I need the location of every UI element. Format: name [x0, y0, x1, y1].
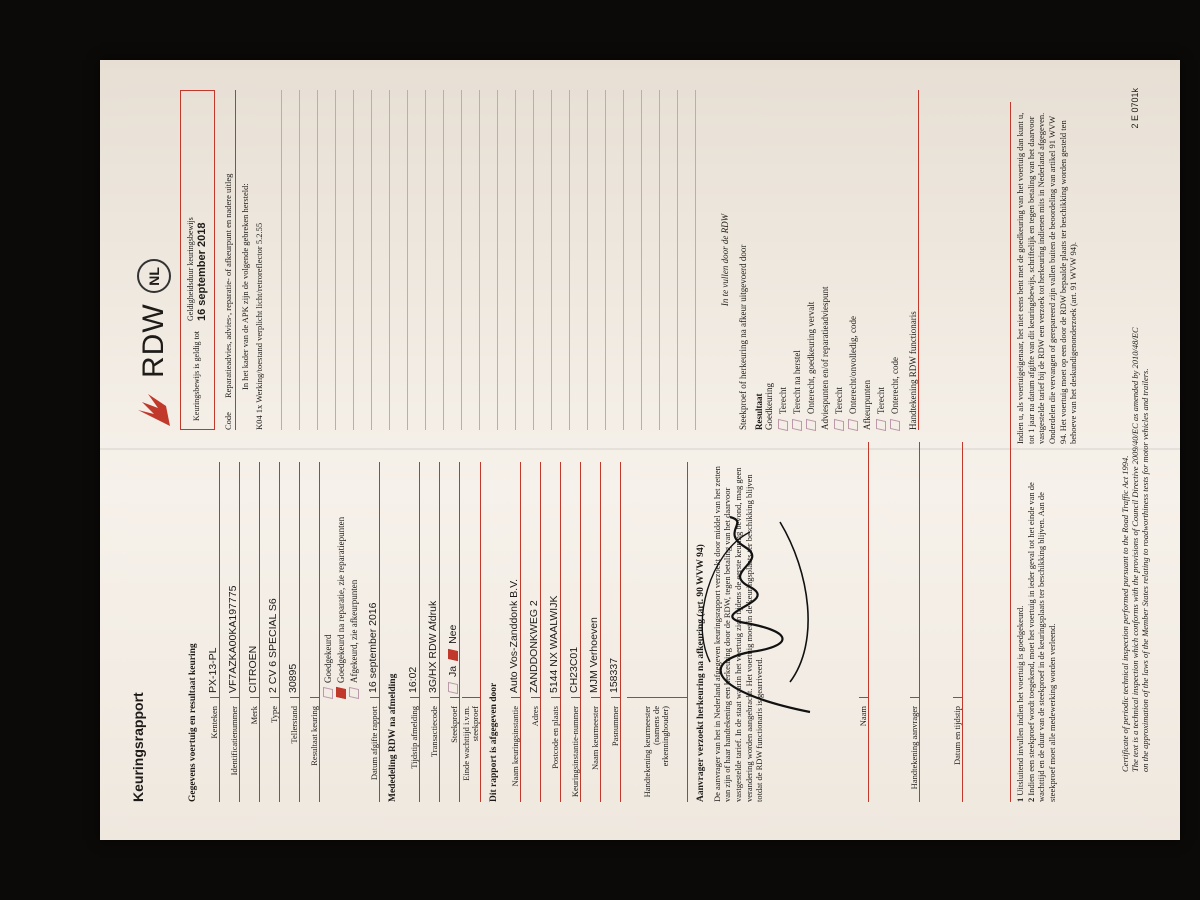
result-row	[302, 462, 320, 802]
checkbox-icon	[848, 419, 858, 431]
codes-intro: In het kader van de APK zijn de volgende gebreken hersteld:	[239, 183, 250, 390]
checkbox-icon	[336, 687, 346, 699]
rdw-sign-label: Handtekening RDW functionaris	[908, 90, 919, 430]
advies-option-label: Onterecht/onvolledig, code	[848, 316, 858, 414]
result-option-label: Goedgekeurd na reparatie, zie reparatiepunten	[336, 516, 346, 683]
vehicle-field-value: 2 CV 6 SPECIAL S6	[267, 598, 279, 693]
document-title: Keuringsrapport	[130, 692, 146, 802]
applicant-fields	[820, 442, 965, 802]
issuer-field-value: 5144 NX WAALWIJK	[547, 595, 560, 693]
checkbox-icon	[349, 687, 359, 699]
issuer-field-row	[523, 462, 541, 802]
notification-field-label: Transactiecode	[430, 697, 439, 802]
steekproef-label: Steekproef	[450, 697, 459, 802]
issuer-field-value: Auto Vos-Zanddonk B.V.	[507, 578, 520, 693]
ja-label: Ja	[447, 665, 459, 677]
result-option-label: Afgekeurd, zie afkeurpunten	[349, 579, 359, 683]
vehicle-field-label: Tellerstand	[290, 697, 299, 802]
codes-header	[223, 90, 236, 430]
rdw-section	[720, 90, 919, 430]
vehicle-field-row	[242, 462, 260, 802]
right-note: Indien u, als voertuigeigenaar, het niet eens bent met de goedkeuring van het voertuig dan kunt u, tot 1 jaar na datum afgifte van dit keuringsbewijs, schriftelijk en tegen betaling van het daarvoor vastgestelde tarief bij de RDW een verzoek tot herkeuring indienen mits in Nederland afgegeven. Onderdelen die vervangen of gerepareerd zijn vallen buiten de beoordeling van artikel 91 WVW 94. Het voertuig moet op een door de RDW bepaalde plaats ter beschikking worden gesteld ten behoeve van het deskundigenonderzoek (art. 91 WVW 94).	[1015, 112, 1079, 444]
advies-option-label: Terecht	[834, 387, 844, 414]
date-row	[362, 462, 380, 802]
vehicle-field-row	[202, 462, 220, 802]
issuer-field-value: 158337	[607, 657, 620, 693]
issuer-field-label: Naam keurmeester	[591, 697, 600, 802]
vehicle-field-label: Kenteken	[210, 697, 219, 802]
checkbox-icon	[792, 419, 802, 431]
notification-field-value: 3G/HX RDW Afdruk	[427, 600, 439, 693]
legal-footer	[1120, 92, 1151, 772]
note-2: Indien een steekproef wordt toegekend, moet het voertuig in ieder geval tot het einde van de wachttijd en de duur van de steekproef in de keuringsplaats ter beschikking blijven. Aan de steekproef moet alle medewerking worden verleend.	[1025, 482, 1057, 802]
note-1: Uitsluitend invullen indien het voertuig is goedgekeurd.	[1015, 605, 1025, 796]
nee-checkbox	[448, 649, 458, 661]
issuer-field-value: ZANDDONKWEG 2	[527, 600, 540, 693]
issuer-field-label: Pasnummer	[611, 697, 620, 802]
issuer-field-label: Naam keuringsinstantie	[511, 697, 520, 802]
left-notes: 1 Uitsluitend invullen indien het voertuig is goedgekeurd. 2 Indien een steekproef wordt toegekend, moet het voertuig in ieder geval tot het einde van de wachttijd en de duur van de steekproef in de keuringsplaats ter beschikking blijven. Aan de steekproef moet alle medewerking worden verleend.	[1015, 482, 1057, 802]
wait-row	[462, 462, 481, 802]
validity-box	[180, 90, 215, 430]
issuer-fields	[503, 462, 621, 802]
rdw-logo	[132, 259, 176, 432]
applicant-datetime-row	[922, 442, 963, 802]
goedkeuring-option-label: Terecht	[778, 387, 788, 414]
rdw-result-header: Resultaat	[754, 393, 764, 430]
checkbox-icon	[778, 419, 788, 431]
checkbox-icon	[890, 419, 900, 431]
validity-sublabel: Geldigheidsduur keuringsbewijs	[186, 217, 195, 321]
applicant-text: De aanvrager van het in Nederland afgegeven keuringsrapport verzoekt door middel van het zetten van zijn of haar handtekening een herkeuring door de RDW, tegen betaling van het daarvoor vastgestelde tarief. In de staat waarin het voertuig zich tijdens de eerste keuring bevond, mag geen verandering worden aangebracht. Het voertuig moet in de keuringsplaats ter beschikking blijven totdat de RDW functionaris is gearriveerd.	[711, 466, 765, 802]
left-column	[180, 462, 765, 802]
rdw-brand: RDW	[137, 303, 170, 378]
steekproef-row	[442, 462, 460, 802]
vehicle-field-label: Identificatienummer	[230, 697, 239, 802]
result-option-label: Goedgekeurd	[323, 634, 333, 683]
result-option	[336, 462, 346, 698]
footnotes	[1010, 102, 1079, 802]
vehicle-field-value: CITROEN	[247, 645, 259, 693]
notification-section-title: Mededeling RDW na afmelding	[388, 673, 398, 802]
afkeur-option-label: Onterecht, code	[890, 357, 900, 414]
checkbox-icon	[323, 687, 333, 699]
ja-checkbox	[448, 682, 458, 694]
issuer-field-value: CH23C01	[567, 646, 580, 693]
issuer-field-row	[603, 462, 621, 802]
goedkeuring-option-label: Onterecht, goedkeuring vervalt	[806, 301, 816, 414]
desc-col-header: Reparatieadvies, advies-, reparatie- of afkeurpunt en nadere uitleg	[222, 173, 233, 399]
goedkeuring-option	[806, 90, 816, 430]
code-col-header: Code	[222, 412, 233, 430]
advies-options	[834, 90, 858, 430]
afkeur-label: Afkeurpunten	[862, 380, 872, 430]
issuer-field-label: Adres	[531, 697, 540, 802]
validity-date: 16 september 2018	[195, 222, 208, 321]
keurmeester-signature-label: Handtekening keurmeester (namens de erkenninghouder)	[627, 697, 687, 802]
notification-field-row	[402, 462, 420, 802]
applicant-name-row	[820, 442, 869, 802]
date-label: Datum afgifte rapport	[370, 697, 379, 802]
goedkeuring-option-label: Terecht na herstel	[792, 350, 802, 414]
applicant-section-title: Aanvrager verzoekt herkeuring na afkeuring (art. 90 WVW 94)	[695, 544, 706, 802]
applicant-sign-label: Handtekening aanvrager	[910, 697, 919, 802]
issuer-field-value: MJM Verhoeven	[587, 617, 600, 693]
vehicle-section-title: Gegevens voertuig en resultaat keuring	[188, 643, 198, 802]
notification-field-label: Tijdstip afmelding	[410, 697, 419, 802]
nl-badge: NL	[137, 259, 171, 293]
keurmeester-signature-row	[623, 462, 688, 802]
goedkeuring-options	[778, 90, 816, 430]
rdw-steekproef-label: Steekproef of herkeuring na afkeur uitgevoerd door	[738, 244, 748, 430]
code-items	[254, 90, 264, 430]
advies-option	[834, 90, 844, 430]
rdw-flame-icon	[132, 388, 176, 432]
notification-field-value: 16:02	[407, 666, 419, 693]
vehicle-field-value: PX-13-PL	[207, 647, 219, 693]
issuer-field-row	[563, 462, 581, 802]
vehicle-field-row	[262, 462, 280, 802]
validity-label: Keuringsbewijs is geldig tot	[192, 331, 201, 421]
vehicle-fields	[202, 462, 300, 802]
result-label: Resultaat keuring	[310, 697, 319, 802]
issuer-field-row	[583, 462, 601, 802]
advies-option	[848, 90, 858, 430]
vehicle-field-value: 30895	[287, 663, 299, 693]
form-code: 2 E 0701k	[1130, 88, 1140, 129]
goedkeuring-option	[792, 90, 802, 430]
footer-line-3: on the approximation of the laws of the Member States relating to roadworthiness tests for motor vehicles and trailers.	[1140, 368, 1151, 772]
rdw-note: In te vullen door de RDW	[720, 213, 730, 307]
keuringsrapport-document	[100, 60, 1180, 840]
applicant-name-label: Naam	[859, 697, 868, 802]
notification-field-row	[422, 462, 440, 802]
issuer-field-label: Postcode en plaats	[551, 697, 560, 802]
nee-label: Nee	[447, 624, 459, 644]
afkeur-option-label: Terecht	[876, 387, 886, 414]
issuer-field-label: Keuringsinstantie-nummer	[571, 697, 580, 802]
vehicle-field-row	[282, 462, 300, 802]
result-options	[323, 462, 359, 802]
footer-line-2: The text is a technical inspection which conforms with the provisions of Council Directive 2009/40/EC as amended by 2010/48/EC	[1130, 327, 1141, 772]
afkeur-option	[876, 90, 886, 430]
applicant-sign-row	[871, 442, 920, 802]
vehicle-field-label: Merk	[250, 697, 259, 802]
result-option	[323, 462, 333, 698]
afkeur-option	[890, 90, 900, 430]
advies-label: Adviespunten en/of reparatieadviespunt	[820, 286, 830, 430]
checkbox-icon	[876, 419, 886, 431]
vehicle-field-value: VF7AZKA00KA197775	[227, 585, 239, 693]
date-value: 16 september 2016	[367, 602, 379, 693]
checkbox-icon	[834, 419, 844, 431]
vehicle-field-row	[222, 462, 240, 802]
applicant-datetime-label: Datum en tijdstip	[953, 697, 962, 802]
issuer-field-row	[543, 462, 561, 802]
wait-label: Einde wachttijd i.v.m. steekproef	[462, 697, 480, 802]
result-option	[349, 462, 359, 698]
issuer-section-title: Dit rapport is afgegeven door	[488, 682, 499, 802]
issuer-field-row	[503, 462, 521, 802]
right-column	[180, 90, 696, 430]
afkeur-options	[876, 90, 900, 430]
document-content	[130, 88, 1160, 802]
blank-lines	[264, 90, 696, 430]
notification-fields	[402, 462, 440, 802]
code-item: K04 1x Werking/toestand verplicht licht/retroreflector 5.2.55	[253, 222, 264, 430]
checkbox-icon	[806, 419, 816, 431]
footer-line-1: Certificate of periodic technical inspection performed pursuant to the Road Traffic Act 1994.	[1120, 455, 1130, 772]
goedkeuring-option	[778, 90, 788, 430]
photo-frame	[70, 30, 1200, 900]
vehicle-field-label: Type	[270, 697, 279, 802]
goedkeuring-label: Goedkeuring	[764, 383, 774, 430]
